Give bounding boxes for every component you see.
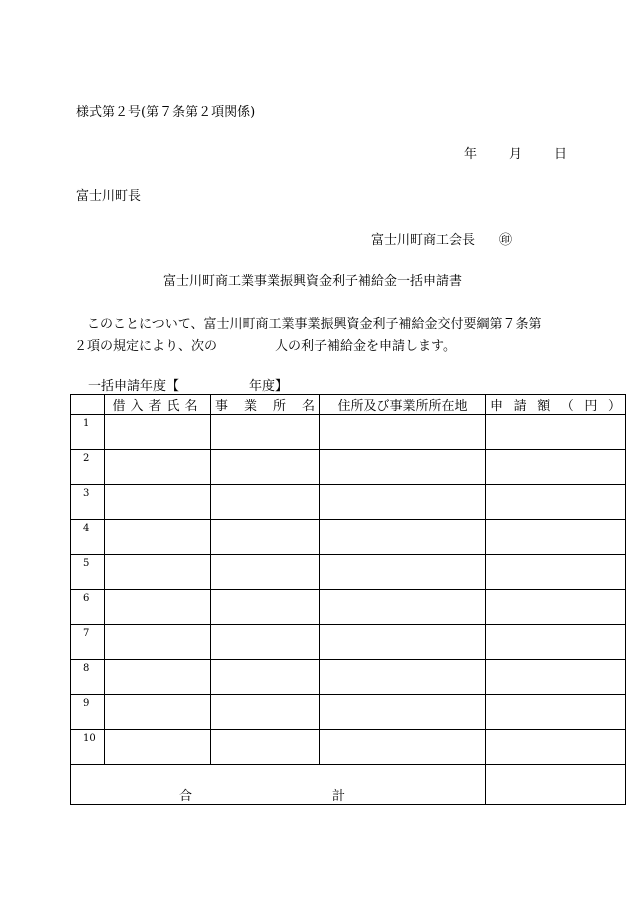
borrower-name-cell[interactable] [105,730,211,765]
row-number: 3 [71,485,105,520]
amount-cell[interactable] [486,450,626,485]
business-name-cell[interactable] [211,695,320,730]
date-year: 年 [464,147,478,162]
amount-cell[interactable] [486,660,626,695]
address-cell[interactable] [320,415,486,450]
row-number: 4 [71,520,105,555]
header-amount-char: （ [560,399,574,414]
total-row [71,765,626,805]
table-row [71,415,626,450]
table-row [71,625,626,660]
row-number: 2 [71,450,105,485]
table-row [71,520,626,555]
body-line-2b: 人の利子補給金を申請します。 [275,339,456,354]
table-header-row [71,395,626,415]
total-label-cell [71,765,486,805]
total-right: 計 [331,789,345,804]
header-business-name [211,395,320,415]
row-number: 7 [71,625,105,660]
amount-cell[interactable] [486,730,626,765]
row-number: 1 [71,415,105,450]
body-text [74,314,564,358]
borrower-name-cell[interactable] [105,415,211,450]
address-cell[interactable] [320,450,486,485]
business-name-cell[interactable] [211,625,320,660]
business-name-cell[interactable] [211,590,320,625]
amount-cell[interactable] [486,625,626,660]
header-business-char: 所 [272,399,286,414]
borrower-name-cell[interactable] [105,625,211,660]
header-amount [486,395,626,415]
business-name-cell[interactable] [211,415,320,450]
header-business-char: 名 [301,399,315,414]
header-business-char: 業 [243,399,257,414]
row-number: 8 [71,660,105,695]
amount-cell[interactable] [486,695,626,730]
header-amount-char: ） [607,399,621,414]
seal-mark: ㊞ [499,233,513,248]
row-number: 6 [71,590,105,625]
address-cell[interactable] [320,660,486,695]
table-row [71,450,626,485]
addressee: 富士川町長 [76,189,142,204]
body-line-2 [74,336,564,358]
address-cell[interactable] [320,625,486,660]
business-name-cell[interactable] [211,520,320,555]
borrower-name-cell[interactable] [105,660,211,695]
address-cell[interactable] [320,555,486,590]
business-name-cell[interactable] [211,660,320,695]
business-name-cell[interactable] [211,730,320,765]
business-name-cell[interactable] [211,450,320,485]
borrower-name-cell[interactable] [105,590,211,625]
header-address: 住所及び事業所所在地 [320,395,486,415]
applicant [371,229,512,248]
total-left: 合 [179,789,193,804]
borrower-name-cell[interactable] [105,695,211,730]
borrower-name-cell[interactable] [105,450,211,485]
row-number: 9 [71,695,105,730]
header-number [71,395,105,415]
business-name-cell[interactable] [211,555,320,590]
address-cell[interactable] [320,590,486,625]
address-cell[interactable] [320,695,486,730]
amount-cell[interactable] [486,555,626,590]
amount-cell[interactable] [486,415,626,450]
header-amount-char: 円 [584,399,598,414]
year-suffix: 年度】 [249,379,289,394]
body-line-1: このことについて、富士川町商工業事業振興資金利子補給金交付要綱第７条第 [74,317,542,332]
amount-cell[interactable] [486,590,626,625]
table-row [71,555,626,590]
date-day: 日 [554,147,568,162]
borrower-name-cell[interactable] [105,555,211,590]
application-table [70,394,626,805]
table-row [71,730,626,765]
total-amount-cell[interactable] [486,765,626,805]
header-amount-char: 申 [490,399,504,414]
year-label: 一括申請年度【 [88,379,180,394]
application-year [88,375,288,394]
borrower-name-cell[interactable] [105,485,211,520]
table-row [71,660,626,695]
header-amount-char: 請 [513,399,527,414]
address-cell[interactable] [320,520,486,555]
date-month: 月 [509,147,523,162]
row-number: 5 [71,555,105,590]
body-line-2a: ２項の規定により、次の [74,339,218,354]
table-row [71,695,626,730]
row-number: 10 [71,730,105,765]
table-row [71,485,626,520]
amount-cell[interactable] [486,485,626,520]
address-cell[interactable] [320,730,486,765]
amount-cell[interactable] [486,520,626,555]
header-business-char: 事 [215,399,229,414]
header-borrower-name: 借入者氏名 [105,395,211,415]
borrower-name-cell[interactable] [105,520,211,555]
form-number: 様式第２号(第７条第２項関係) [76,105,256,120]
business-name-cell[interactable] [211,485,320,520]
header-amount-char: 額 [537,399,551,414]
table-row [71,590,626,625]
document-title: 富士川町商工業事業振興資金利子補給金一括申請書 [163,274,463,289]
date-line [464,143,567,162]
address-cell[interactable] [320,485,486,520]
applicant-title: 富士川町商工会長 [371,233,476,248]
